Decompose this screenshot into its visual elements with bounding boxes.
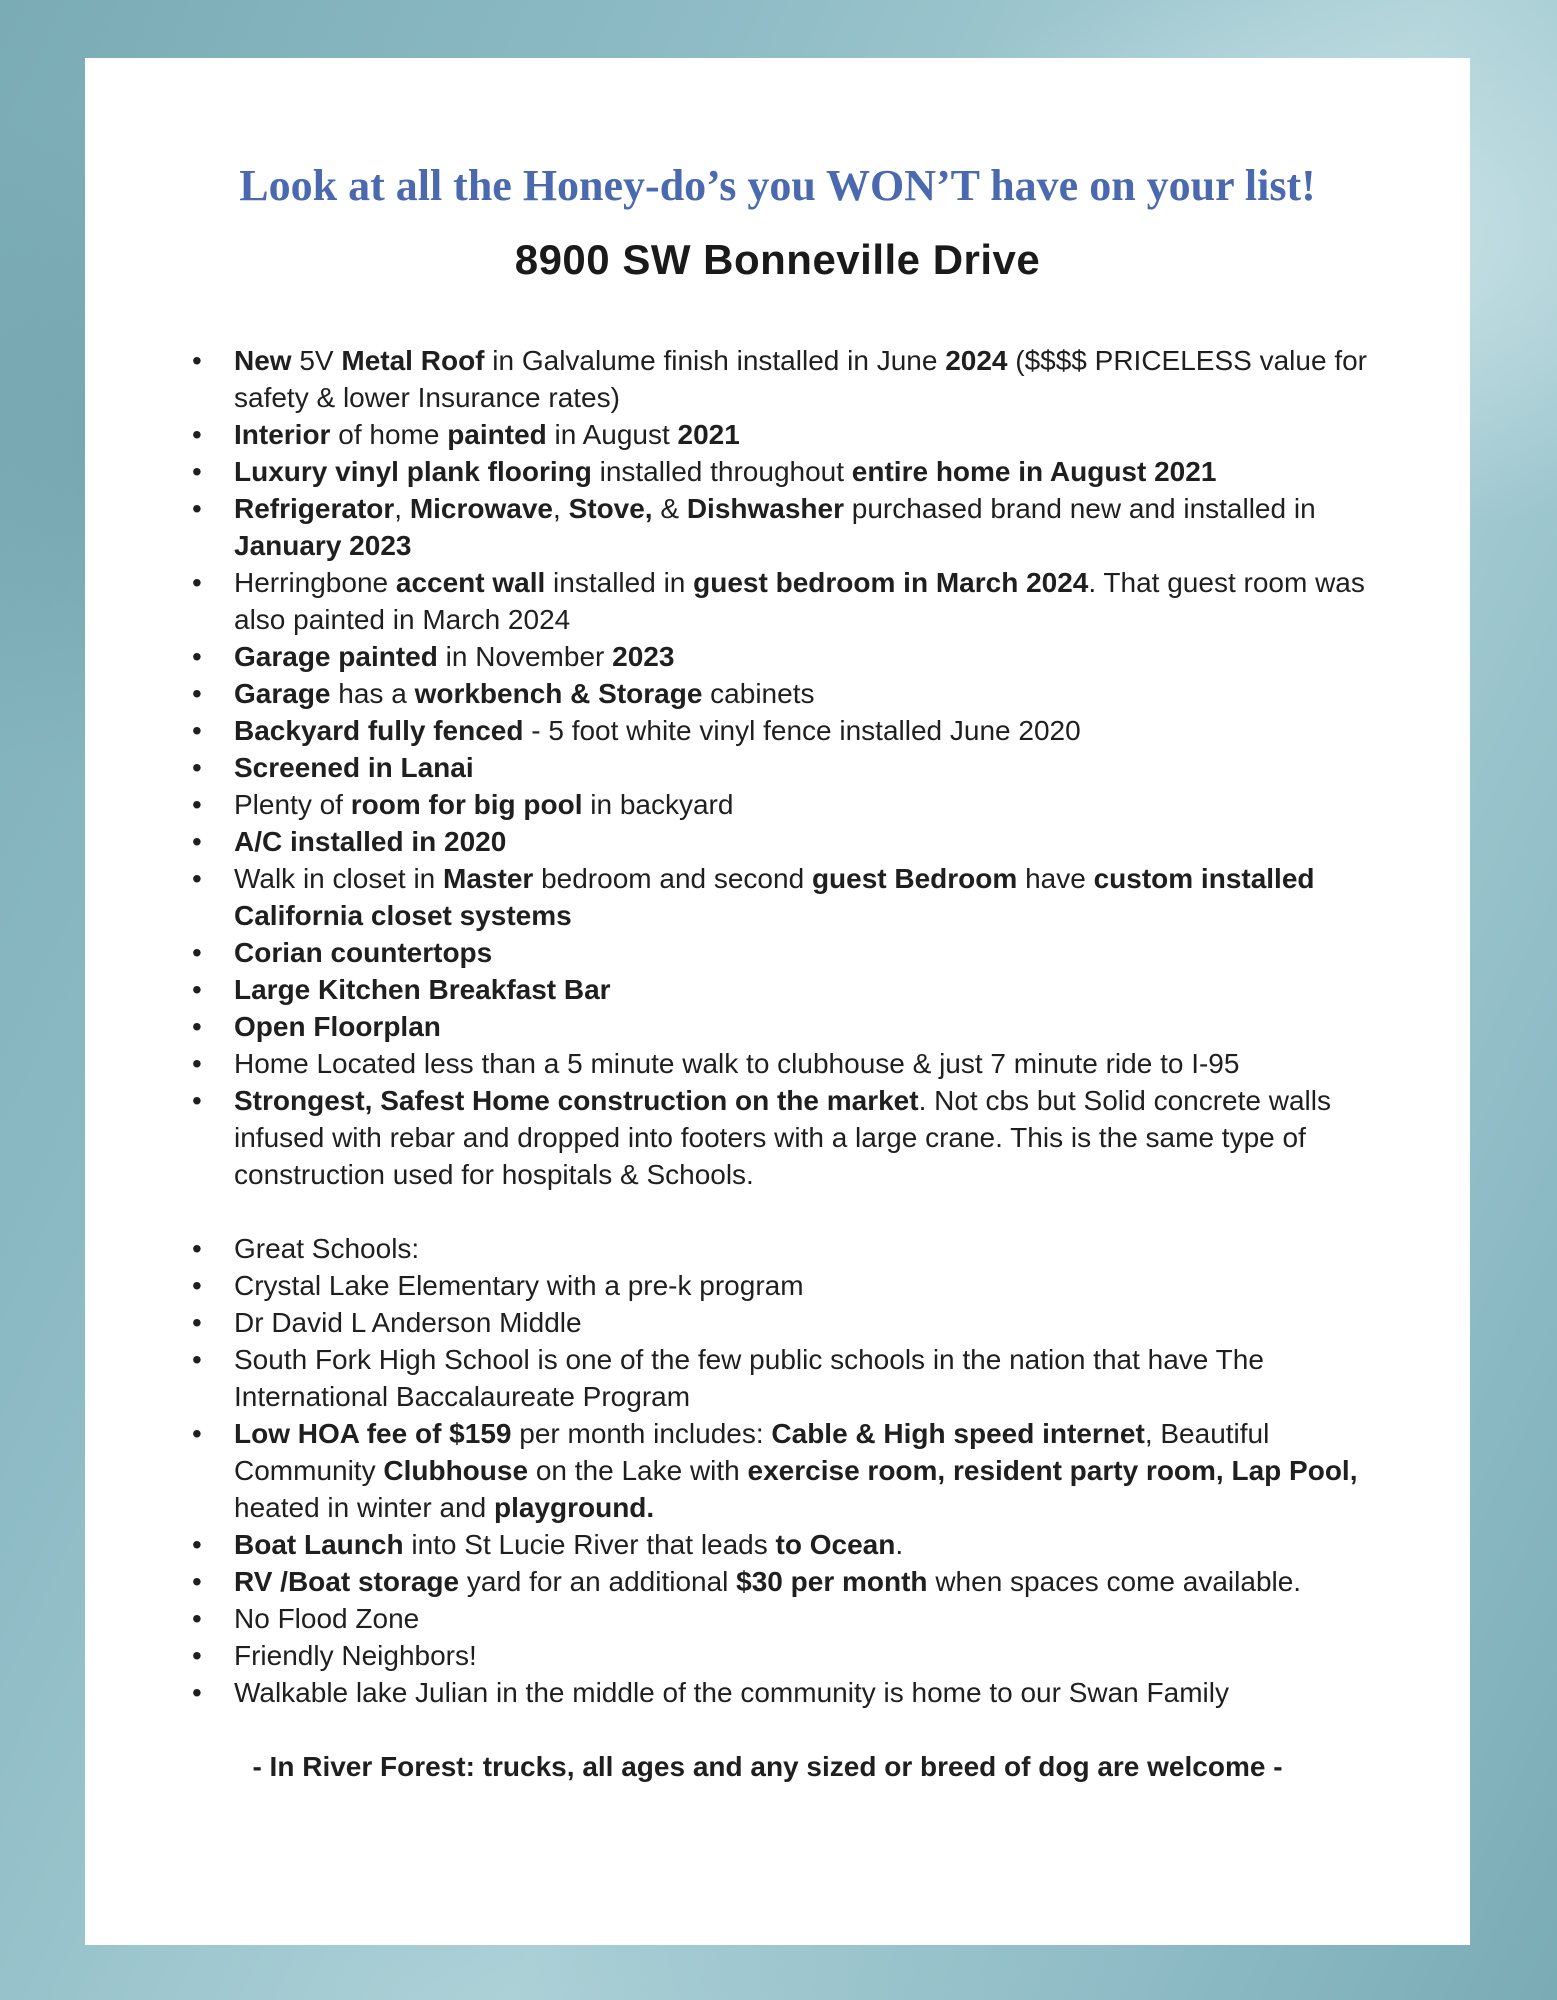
text-segment: Herringbone	[234, 567, 396, 599]
text-segment: into St Lucie River that leads	[403, 1529, 776, 1561]
text-segment: ,	[553, 493, 569, 525]
text-segment: when spaces come available.	[927, 1566, 1302, 1598]
list-item	[234, 860, 1383, 934]
text-segment: Large Kitchen Breakfast Bar	[234, 974, 611, 1006]
text-segment: Dishwasher	[686, 493, 844, 525]
list-item	[234, 1045, 1383, 1082]
list-item	[234, 1304, 1383, 1341]
list-item	[234, 712, 1383, 749]
list-item	[234, 1563, 1383, 1600]
text-segment: Corian countertops	[234, 937, 493, 969]
text-segment: Home Located less than a 5 minute walk to clubhouse & just 7 minute ride to I-95	[234, 1048, 1240, 1080]
text-segment: bedroom and second	[533, 863, 812, 895]
text-segment: on the Lake with	[528, 1455, 748, 1487]
text-segment: 5V	[291, 345, 342, 377]
list-item	[234, 749, 1383, 786]
text-segment: . That guest room was also painted in March 2024	[234, 567, 1365, 636]
property-address: 8900 SW Bonneville Drive	[514, 236, 1041, 284]
text-segment: Plenty of	[234, 789, 351, 821]
list-item	[234, 971, 1383, 1008]
list-item	[234, 1637, 1383, 1674]
text-segment: RV /Boat storage	[234, 1566, 460, 1598]
text-segment: Clubhouse	[383, 1455, 529, 1487]
text-segment: Open Floorplan	[234, 1011, 441, 1043]
text-segment: custom installed California closet systems	[234, 863, 1315, 932]
text-segment: Garage painted	[234, 641, 438, 673]
text-segment: Walk in closet in	[234, 863, 444, 895]
list-item	[234, 1526, 1383, 1563]
text-segment: workbench & Storage	[414, 678, 703, 710]
text-segment: heated in winter and	[234, 1492, 494, 1524]
feature-list	[85, 342, 1383, 1711]
text-segment: installed throughout	[591, 456, 852, 488]
text-segment: painted	[447, 419, 547, 451]
text-segment: in November	[437, 641, 613, 673]
list-item	[234, 823, 1383, 860]
flyer-headline: Look at all the Honey-do’s you WON’T have on your list!	[239, 161, 1316, 210]
text-segment: to Ocean	[775, 1529, 896, 1561]
text-segment: in August	[546, 419, 678, 451]
text-segment: Screened in Lanai	[234, 752, 474, 784]
list-item	[234, 1415, 1383, 1526]
list-item	[234, 1674, 1383, 1711]
text-segment: 2021	[677, 419, 740, 451]
text-segment: room for big pool	[350, 789, 583, 821]
text-segment: of home	[330, 419, 448, 451]
text-segment: New	[234, 345, 292, 377]
text-segment: accent wall	[395, 567, 546, 599]
text-segment: entire home in August 2021	[851, 456, 1217, 488]
list-item	[234, 1600, 1383, 1637]
list-item	[234, 786, 1383, 823]
text-segment: Crystal Lake Elementary with a pre-k program	[234, 1270, 804, 1302]
text-segment: yard for an additional	[459, 1566, 737, 1598]
text-segment: Microwave	[409, 493, 553, 525]
text-segment: Luxury vinyl plank flooring	[234, 456, 592, 488]
text-segment: Boat Launch	[234, 1529, 404, 1561]
text-segment: per month includes:	[511, 1418, 772, 1450]
text-segment: Master	[443, 863, 534, 895]
list-item	[234, 342, 1383, 416]
text-segment: Cable & High speed internet	[771, 1418, 1145, 1450]
list-item	[234, 638, 1383, 675]
text-segment: in backyard	[582, 789, 734, 821]
list-item	[234, 490, 1383, 564]
list-item	[234, 453, 1383, 490]
flyer-page	[85, 58, 1470, 1945]
text-segment: , Beautiful Community	[234, 1418, 1270, 1487]
list-item	[234, 1267, 1383, 1304]
list-item	[234, 934, 1383, 971]
text-segment: installed in	[545, 567, 694, 599]
text-segment: Dr David L Anderson Middle	[234, 1307, 582, 1339]
text-segment: - 5 foot white vinyl fence installed June 2020	[523, 715, 1081, 747]
text-segment: exercise room, resident party room, Lap Pool,	[747, 1455, 1358, 1487]
text-segment: Interior	[234, 419, 331, 451]
list-item	[234, 1341, 1383, 1415]
text-segment: January 2023	[234, 530, 412, 562]
text-segment: Friendly Neighbors!	[234, 1640, 477, 1672]
text-segment: $30 per month	[736, 1566, 928, 1598]
text-segment: .	[895, 1529, 904, 1561]
text-segment: guest bedroom in March 2024	[693, 567, 1089, 599]
text-segment: Metal Roof	[341, 345, 485, 377]
footer-note: - In River Forest: trucks, all ages and any sized or breed of dog are welcome -	[252, 1751, 1283, 1783]
text-segment: 2023	[612, 641, 675, 673]
text-segment: Refrigerator	[234, 493, 395, 525]
text-segment: playground.	[493, 1492, 655, 1524]
text-segment: Backyard fully fenced	[234, 715, 524, 747]
text-segment: in Galvalume finish installed in June	[484, 345, 946, 377]
text-segment: . Not cbs but Solid concrete walls infused with rebar and dropped into footers with a large crane. This is the same type of construction used for hospitals & Schools.	[234, 1085, 1331, 1191]
text-segment: have	[1017, 863, 1094, 895]
text-segment: purchased brand new and installed in	[844, 493, 1316, 525]
text-segment: Strongest, Safest Home construction on the market	[234, 1085, 919, 1117]
text-segment: Garage	[234, 678, 331, 710]
text-segment: South Fork High School is one of the few public schools in the nation that have The International Baccalaureate Program	[234, 1344, 1264, 1413]
text-segment: Walkable lake Julian in the middle of the community is home to our Swan Family	[234, 1677, 1229, 1709]
text-segment: has a	[330, 678, 415, 710]
text-segment: &	[652, 493, 687, 525]
text-segment: No Flood Zone	[234, 1603, 420, 1635]
text-segment: Low HOA fee of $159	[234, 1418, 512, 1450]
list-item	[234, 1082, 1383, 1193]
text-segment: cabinets	[702, 678, 815, 710]
text-segment: 2024	[945, 345, 1008, 377]
list-item	[234, 675, 1383, 712]
text-segment: guest Bedroom	[811, 863, 1018, 895]
list-item	[234, 1008, 1383, 1045]
text-segment: Stove,	[568, 493, 653, 525]
list-item	[234, 416, 1383, 453]
list-item	[234, 1230, 1383, 1267]
text-segment: A/C installed in 2020	[234, 826, 507, 858]
list-item	[234, 564, 1383, 638]
text-segment: ($$$$ PRICELESS value for safety & lower Insurance rates)	[234, 345, 1367, 414]
text-segment: ,	[394, 493, 410, 525]
text-segment: Great Schools:	[234, 1233, 420, 1265]
